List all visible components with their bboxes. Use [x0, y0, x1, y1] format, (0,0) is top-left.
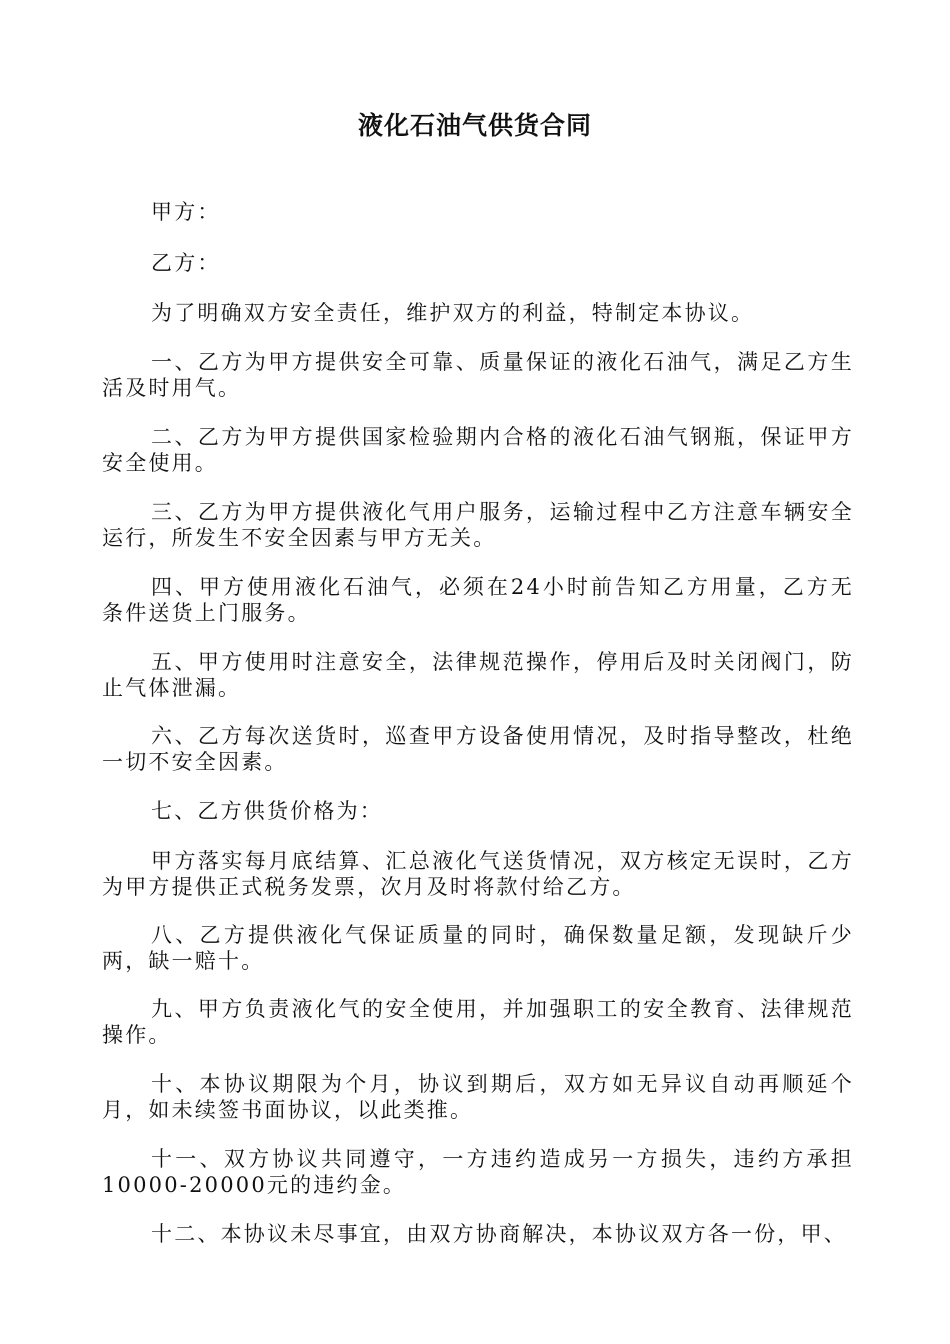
clause-5: 五、甲方使用时注意安全，法律规范操作，停用后及时关闭阀门，防止气体泄漏。 — [102, 650, 854, 700]
party-b-line: 乙方： — [151, 251, 221, 275]
clause-2: 二、乙方为甲方提供国家检验期内合格的液化石油气钢瓶，保证甲方安全使用。 — [102, 425, 854, 475]
party-a-line: 甲方： — [151, 200, 221, 224]
clause-7-detail: 甲方落实每月底结算、汇总液化气送货情况，双方核定无误时，乙方为甲方提供正式税务发票，次月及时将款付给乙方。 — [102, 849, 854, 899]
clause-3: 三、乙方为甲方提供液化气用户服务，运输过程中乙方注意车辆安全运行，所发生不安全因素与甲方无关。 — [102, 500, 854, 550]
clause-7: 七、乙方供货价格为： — [151, 799, 383, 823]
document-title: 液化石油气供货合同 — [357, 111, 592, 140]
clause-10: 十、本协议期限为个月，协议到期后，双方如无异议自动再顺延个月，如未续签书面协议，以此类推。 — [102, 1072, 854, 1122]
clause-1: 一、乙方为甲方提供安全可靠、质量保证的液化石油气，满足乙方生活及时用气。 — [102, 350, 854, 400]
preamble-paragraph: 为了明确双方安全责任，维护双方的利益，特制定本协议。 — [151, 301, 755, 325]
clause-4: 四、甲方使用液化石油气，必须在24小时前告知乙方用量，乙方无条件送货上门服务。 — [102, 575, 854, 625]
clause-12: 十二、本协议未尽事宜，由双方协商解决，本协议双方各一份，甲、 — [151, 1222, 847, 1246]
clause-11: 十一、双方协议共同遵守，一方违约造成另一方损失，违约方承担10000-20000元的违约金。 — [102, 1147, 854, 1197]
clause-6: 六、乙方每次送货时，巡查甲方设备使用情况，及时指导整改，杜绝一切不安全因素。 — [102, 724, 854, 774]
clause-8: 八、乙方提供液化气保证质量的同时，确保数量足额，发现缺斤少两，缺一赔十。 — [102, 923, 854, 973]
clause-9: 九、甲方负责液化气的安全使用，并加强职工的安全教育、法律规范操作。 — [102, 997, 854, 1047]
